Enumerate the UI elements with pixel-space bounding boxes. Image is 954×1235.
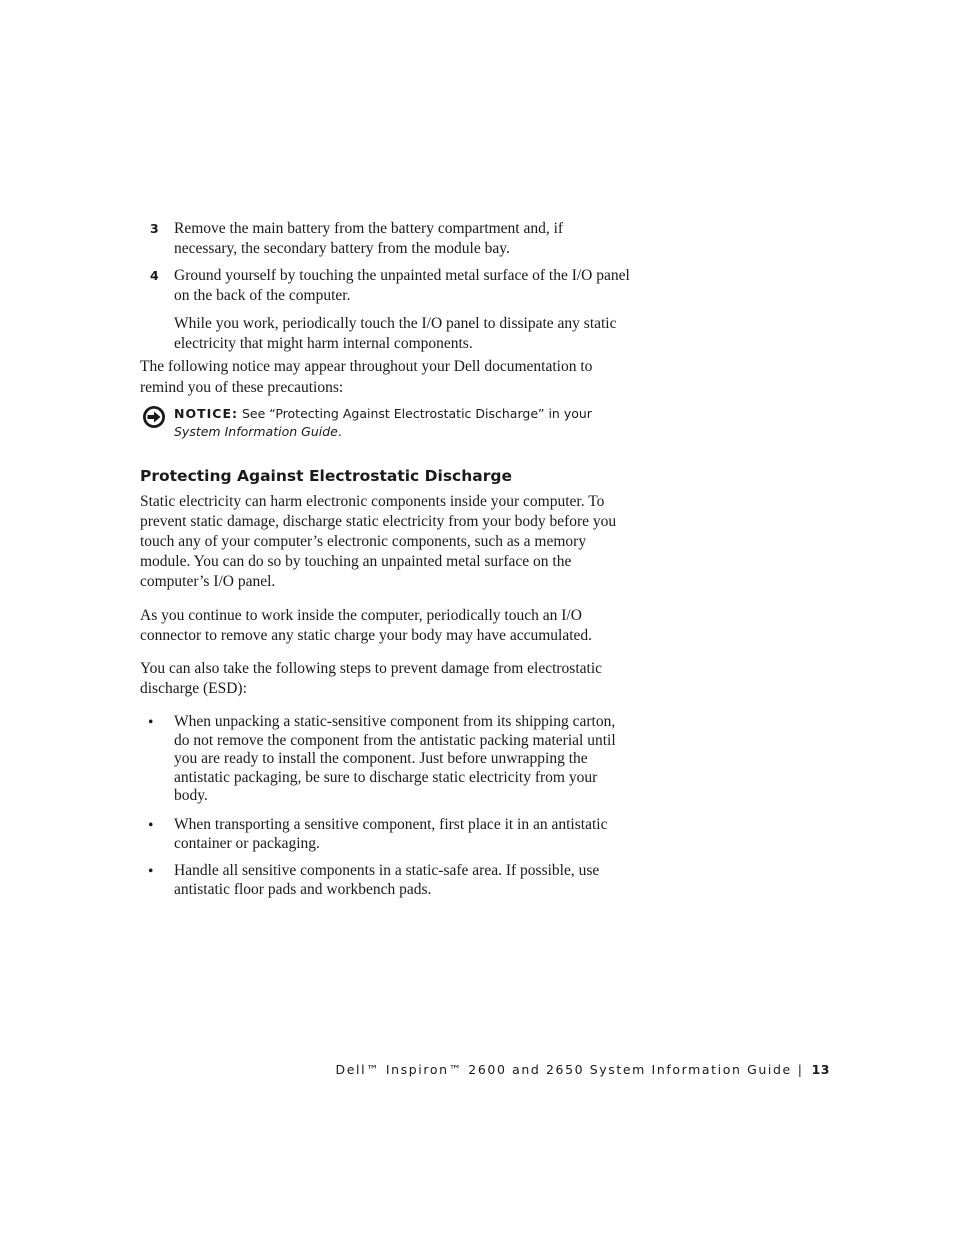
bullet-text: Handle all sensitive components in a static-safe area. If possible, use antistatic floor pads and workbench pads. bbox=[174, 862, 600, 898]
bullet-icon: • bbox=[148, 817, 154, 834]
esd-paragraph-1: Static electricity can harm electronic components inside your computer. To prevent static damage, discharge static electricity from your body before you touch any of your computer’s electronic components, such as a memory module. You can do so by touching an unpainted metal surface on the computer’s I/O panel. bbox=[140, 493, 617, 590]
notice-guide-title: System Information Guide bbox=[174, 424, 338, 439]
page-number: 13 bbox=[811, 1062, 830, 1077]
notice-end: . bbox=[337, 424, 342, 439]
notice-box bbox=[140, 405, 640, 441]
bullet-text: When transporting a sensitive component, first place it in an antistatic container or packaging. bbox=[174, 816, 608, 852]
intro-paragraph: The following notice may appear throughout your Dell documentation to remind you of these precautions: bbox=[140, 358, 593, 396]
step-text: Ground yourself by touching the unpainted metal surface of the I/O panel on the back of the computer. bbox=[174, 267, 630, 304]
esd-paragraph-2: As you continue to work inside the computer, periodically touch an I/O connector to remove any static charge your body may have accumulated. bbox=[140, 607, 593, 644]
bullet-icon: • bbox=[148, 714, 154, 731]
notice-arrow-icon bbox=[142, 405, 166, 429]
bullet-text: When unpacking a static-sensitive component from its shipping carton, do not remove the component from the antistatic packing material until you are ready to install the component. Just before unwrapping the antistatic packaging, be sure to discharge static electricity from your body. bbox=[174, 713, 616, 805]
step-subtext: While you work, periodically touch the I/O panel to dissipate any static electricity that might harm internal components. bbox=[174, 315, 617, 352]
list-item bbox=[140, 713, 630, 806]
page-footer bbox=[336, 1061, 830, 1079]
step-number: 3 bbox=[150, 221, 159, 236]
esd-paragraph-3: You can also take the following steps to prevent damage from electrostatic discharge (ESD): bbox=[140, 660, 603, 697]
list-item bbox=[140, 862, 630, 899]
bullet-icon: • bbox=[148, 863, 154, 880]
section-heading: Protecting Against Electrostatic Discharge bbox=[140, 467, 512, 485]
notice-text bbox=[174, 405, 640, 441]
notice-label: NOTICE: bbox=[174, 406, 238, 421]
footer-separator: | bbox=[797, 1062, 804, 1077]
step-number: 4 bbox=[150, 268, 159, 283]
footer-guide-title: Dell™ Inspiron™ 2600 and 2650 System Information Guide bbox=[335, 1062, 792, 1077]
step-3 bbox=[140, 219, 630, 259]
step-4 bbox=[140, 266, 630, 354]
notice-body: See “Protecting Against Electrostatic Discharge” in your bbox=[237, 406, 592, 421]
list-item bbox=[140, 816, 630, 853]
step-text: Remove the main battery from the battery compartment and, if necessary, the secondary battery from the module bay. bbox=[174, 220, 564, 257]
